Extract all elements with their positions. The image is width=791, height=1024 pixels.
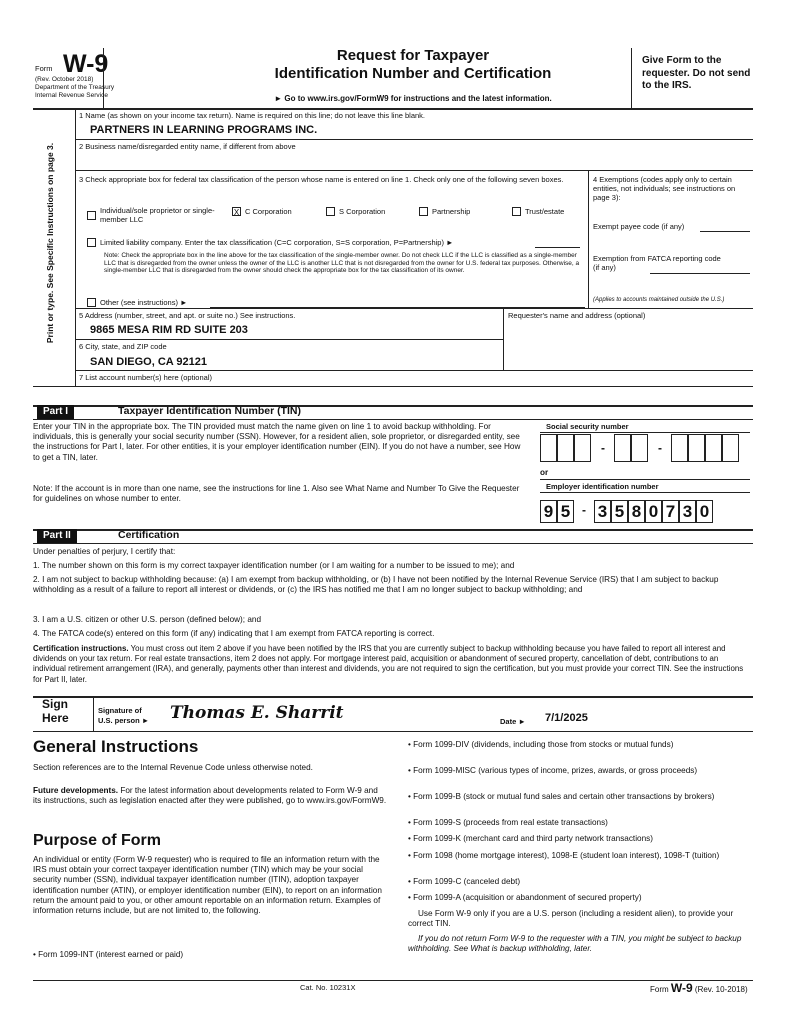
ein-digit[interactable]: 0 [645,500,662,523]
individual-checkbox[interactable] [87,211,96,220]
ssn-box-8[interactable] [705,434,722,462]
partnership-checkbox[interactable] [419,207,428,216]
sig-label-1: Signature of [98,706,142,715]
form-revision: (Rev. October 2018) [35,76,94,83]
ssn-box-5[interactable] [631,434,648,462]
ein-digit[interactable]: 5 [557,500,574,523]
general-p2: Future developments. For the latest information about developments related to Form W-9 and its instructions, such as legislation enacted after they were published, go to www.irs.gov/FormW9. [33,786,387,806]
exempt-payee-label: Exempt payee code (if any) [593,222,685,231]
part1-note: Note: If the account is in more than one name, see the instructions for line 1. Also see What Name and Number To Give the Requester for guidelines on whose number to enter. [33,484,520,504]
purpose-title: Purpose of Form [33,832,162,849]
form-title-1: Request for Taxpayer [336,47,490,64]
give-form-note: Give Form to the requester. Do not send to the IRS. [642,55,751,91]
ein-digit[interactable]: 0 [696,500,713,523]
ssn-dash-2: - [658,441,662,455]
use-form-text: Use Form W-9 only if you are a U.S. person (including a resident alien), to provide your correct TIN. [408,909,734,929]
backup-italic-text: If you do not return Form W-9 to the requester with a TIN, you might be subject to backup withholding. See What is backup withholding, later. [408,934,742,954]
footer-form-id: Form W-9 (Rev. 10-2018) [650,981,748,995]
date-field[interactable]: 7/1/2025 [545,712,588,724]
ssn-box-2[interactable] [557,434,574,462]
option-s-corp[interactable]: S Corporation [326,206,385,216]
irs-label: Internal Revenue Service [35,92,108,99]
line1-name-field[interactable]: PARTNERS IN LEARNING PROGRAMS INC. [90,124,318,136]
bullet-right-6: • Form 1098 (home mortgage interest), 1098-E (student loan interest), 1098-T (tuition) [408,851,720,860]
line6-label: 6 City, state, and ZIP code [79,342,167,351]
ssn-box-1[interactable] [540,434,557,462]
option-llc[interactable]: Limited liability company. Enter the tax classification (C=C corporation, S=S corporation, P=Partnership) ► [87,237,587,247]
ssn-box-7[interactable] [688,434,705,462]
part1-badge: Part I [37,405,74,419]
bullet-1099-int: • Form 1099-INT (interest earned or paid) [33,950,184,959]
line5-label: 5 Address (number, street, and apt. or suite no.) See instructions. [79,311,296,320]
cert-item-1: 1. The number shown on this form is my correct taxpayer identification number (or I am waiting for a number to be issued to me); and [33,561,515,570]
requester-label: Requester's name and address (optional) [508,311,646,320]
date-label: Date ► [500,717,526,726]
cert-intro: Under penalties of perjury, I certify that: [33,547,176,556]
ein-digit[interactable]: 9 [540,500,557,523]
bullet-right-2: • Form 1099-MISC (various types of income, prizes, awards, or gross proceeds) [408,766,698,775]
line5-address-field[interactable]: 9865 MESA RIM RD SUITE 203 [90,324,248,336]
bullet-right-5: • Form 1099-K (merchant card and third party network transactions) [408,834,653,843]
sig-label-2: U.S. person ► [98,716,150,725]
applies-note: (Applies to accounts maintained outside the U.S.) [593,297,725,303]
option-individual[interactable]: Individual/sole proprietor or single-member LLC [87,206,227,224]
general-instructions-title: General Instructions [33,737,199,756]
sign-label: Sign [42,697,68,711]
llc-checkbox[interactable] [87,238,96,247]
line1-label: 1 Name (as shown on your income tax return). Name is required on this line; do not leave this line blank. [79,111,426,120]
signature-field[interactable]: Thomas E. Sharrit [170,703,344,723]
c-corp-checkbox[interactable]: X [233,207,240,217]
trust-checkbox[interactable] [512,207,521,216]
side-instructions: Print or type. See Specific Instructions on page 3. [45,142,55,344]
s-corp-checkbox[interactable] [326,207,335,216]
ein-digit[interactable]: 3 [594,500,611,523]
ein-digit[interactable]: 7 [662,500,679,523]
bullet-right-1: • Form 1099-DIV (dividends, including those from stocks or mutual funds) [408,740,674,749]
ein-dash: - [582,503,586,517]
part2-title: Certification [118,529,180,541]
form-header [33,47,753,110]
bullet-right-4: • Form 1099-S (proceeds from real estate transactions) [408,818,608,827]
line7-label: 7 List account number(s) here (optional) [79,373,212,382]
ssn-box-6[interactable] [671,434,688,462]
catalog-number: Cat. No. 10231X [300,983,356,992]
bullet-right-3: • Form 1099-B (stock or mutual fund sales and certain other transactions by brokers) [408,792,715,801]
ein-digit[interactable]: 5 [611,500,628,523]
form-title-2: Identification Number and Certification [274,65,552,82]
ein-label: Employer identification number [546,482,659,491]
ssn-dash-1: - [601,441,605,455]
exemptions-title: 4 Exemptions (codes apply only to certain entities, not individuals; see instructions on page 3): [593,175,736,202]
fatca-label: Exemption from FATCA reporting code (if any) [593,254,721,272]
other-checkbox[interactable] [87,298,96,307]
option-other[interactable]: Other (see instructions) ► [87,297,187,307]
ein-digit[interactable]: 8 [628,500,645,523]
part1-title: Taxpayer Identification Number (TIN) [118,405,301,417]
cert-instructions: Certification instructions. You must cross out item 2 above if you have been notified by the IRS that you are currently subject to backup withholding because you have failed to report all interest and dividends on your tax return. For real estate transactions, item 2 does not apply. For mortgage interest paid, acquisition or abandonment of secured property, cancellation of debt, contributions to an individual retirement arrangement (IRA), and generally, payments other than interest and dividends, you are not required to sign the certification, but you must provide your correct TIN. See the instructions for Part II, later. [33,644,744,684]
ssn-box-4[interactable] [614,434,631,462]
ein-digit[interactable]: 3 [679,500,696,523]
part2-badge: Part II [37,529,77,543]
line2-label: 2 Business name/disregarded entity name, if different from above [79,142,296,151]
bullet-right-8: • Form 1099-A (acquisition or abandonment of secured property) [408,893,642,902]
cert-item-2: 2. I am not subject to backup withholding because: (a) I am exempt from backup withholding, or (b) I have not been notified by the Internal Revenue Service (IRS) that I am subject to backup withholding as a result of a failure to report all interest or dividends, or (c) the IRS has notified me that I am no longer subject to backup withholding; and [33,575,719,595]
general-p1: Section references are to the Internal Revenue Code unless otherwise noted. [33,763,313,772]
option-partnership[interactable]: Partnership [419,206,470,216]
cert-item-4: 4. The FATCA code(s) entered on this form (if any) indicating that I am exempt from FATCA reporting is correct. [33,629,435,638]
ssn-box-3[interactable] [574,434,591,462]
goto-instructions: ► Go to www.irs.gov/FormW9 for instructions and the latest information. [274,94,552,103]
department: Department of the Treasury [35,84,115,91]
ssn-label: Social security number [546,422,629,431]
ssn-box-9[interactable] [722,434,739,462]
line6-city-field[interactable]: SAN DIEGO, CA 92121 [90,356,207,368]
here-label: Here [42,711,69,725]
purpose-p: An individual or entity (Form W-9 requester) who is required to file an information return with the IRS must obtain your correct taxpayer identification number (TIN) which may be your social security number (SSN), individual taxpayer identification number (ITIN), adoption taxpayer identification number (ATIN), or employer identification number (EIN), to report on an information return the amount paid to you, or other amount reportable on an information return. Examples of information returns include, but are not limited to, the following. [33,855,382,916]
form-label: Form [35,64,53,73]
part1-text: Enter your TIN in the appropriate box. The TIN provided must match the name given on line 1 to avoid backup withholding. For individuals, this is generally your social security number (SSN). However, for a resident alien, sole proprietor, or disregarded entity, see the instructions for Part I, later. For other entities, it is your employer identification number (EIN). If you do not have a number, see How to get a TIN, later. [33,422,521,462]
line3-label: 3 Check appropriate box for federal tax classification of the person whose name is entered on line 1. Check only one of the following seven boxes. [79,175,564,184]
form-number: W-9 [63,50,109,78]
cert-item-3: 3. I am a U.S. citizen or other U.S. person (defined below); and [33,615,261,624]
option-c-corp[interactable]: X C Corporation [233,206,292,217]
bullet-right-7: • Form 1099-C (canceled debt) [408,877,521,886]
llc-note: Note: Check the appropriate box in the line above for the tax classification of the single-member owner. Do not check LLC if the LLC is classified as a single-member LLC that is disregarded from the owner unless the owner of the LLC is another LLC that is not disregarded from the owner for U.S. federal tax purposes. Otherwise, a single-member LLC that is disregarded from the owner should check the appropriate box for the tax classification of its owner. [104,252,580,274]
or-label: or [540,468,549,477]
option-trust[interactable]: Trust/estate [512,206,564,216]
